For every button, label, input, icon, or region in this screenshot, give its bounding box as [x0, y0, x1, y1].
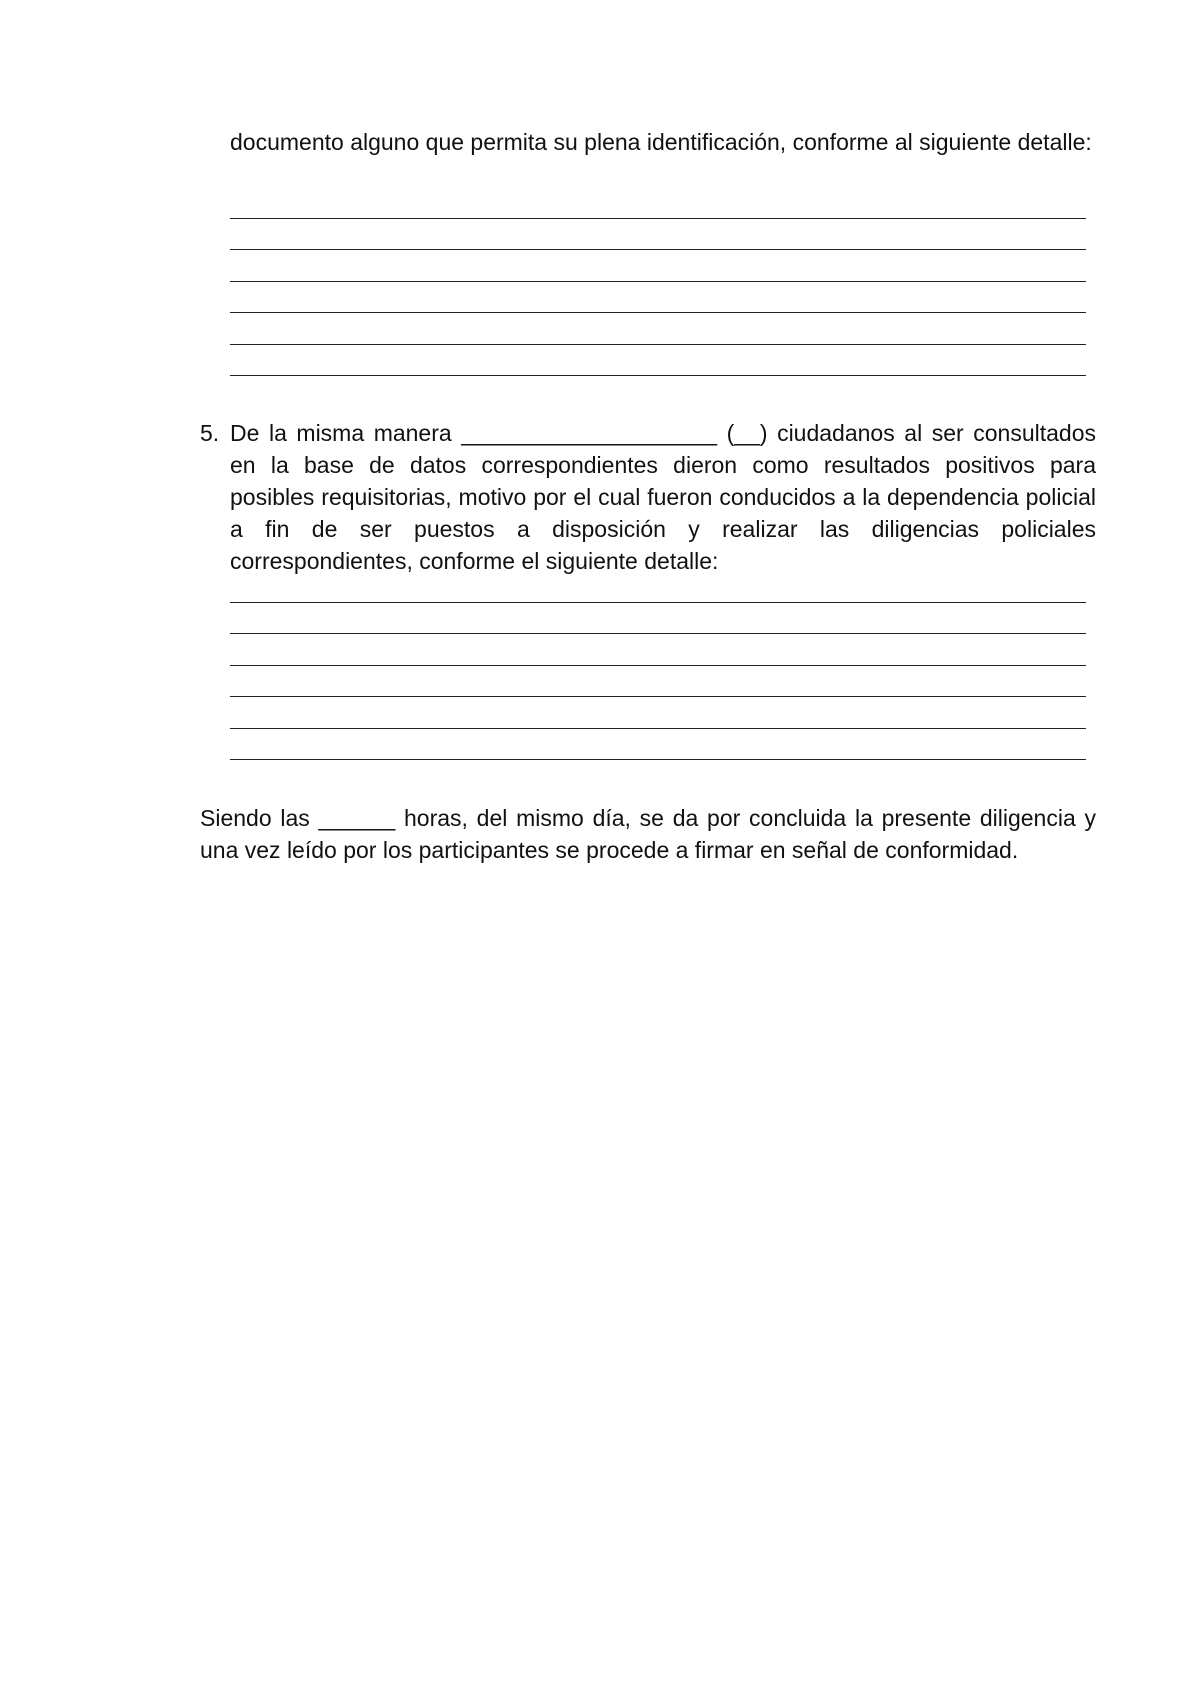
detail-lines-identification: [230, 218, 1086, 406]
blank-line: [230, 281, 1086, 282]
blank-line: [230, 249, 1086, 250]
list-item-number: 5.: [200, 420, 220, 446]
blank-line: [230, 696, 1086, 697]
list-item-text: De la misma manera ____________________ (__) ciudadanos al ser consultados en la base de datos correspondientes dieron como resultados positivos para posibles requisitorias, motivo por el cual fueron conducidos a la dependencia policial a fin de ser puestos a disposición y realizar las diligencias policiales correspondientes, conforme el siguiente detalle:: [230, 420, 1096, 574]
blank-line: [230, 633, 1086, 634]
blank-line: [230, 602, 1086, 603]
blank-line: [230, 665, 1086, 666]
closing-paragraph: Siendo las ______ horas, del mismo día, se da por concluida la presente diligencia y una vez leído por los participantes se procede a firmar en señal de conformidad.: [200, 805, 1096, 863]
blank-line: [230, 375, 1086, 376]
detail-lines-requisitorias: [230, 602, 1086, 790]
blank-line: [230, 312, 1086, 313]
blank-line: [230, 218, 1086, 219]
blank-line: [230, 728, 1086, 729]
blank-line: [230, 344, 1086, 345]
blank-line: [230, 759, 1086, 760]
continuation-paragraph: documento alguno que permita su plena identificación, conforme al siguiente detalle:: [230, 129, 1092, 155]
